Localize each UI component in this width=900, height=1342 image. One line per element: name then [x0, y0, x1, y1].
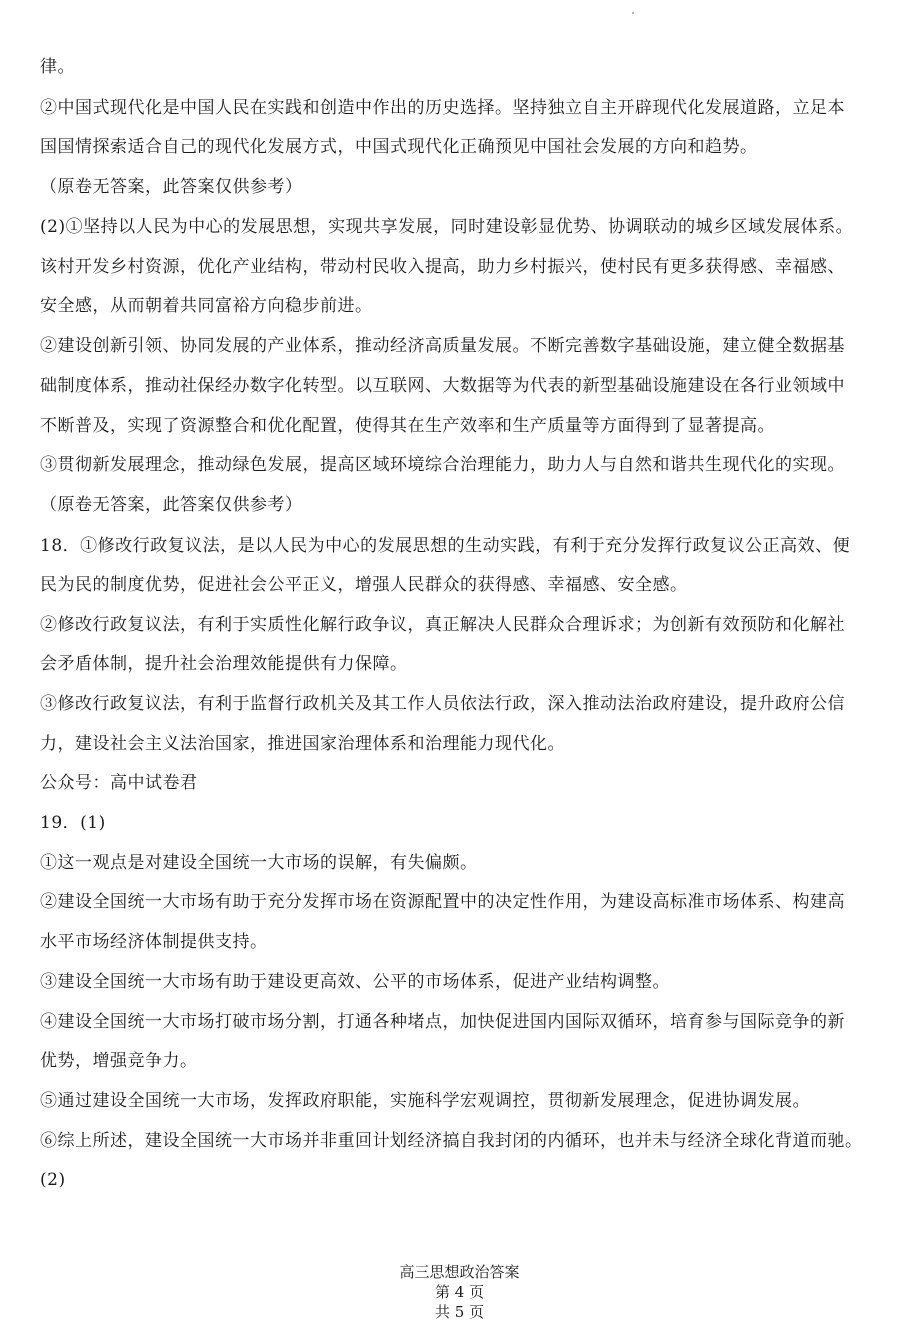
text-line: ③贯彻新发展理念，推动绿色发展，提高区域环境综合治理能力，助力人与自然和谐共生现代化的实现。 — [40, 455, 845, 475]
public-account-line: 公众号：高中试卷君 — [40, 773, 198, 793]
text-line: 水平市场经济体制提供支持。 — [40, 932, 268, 952]
text-line: ②修改行政复议法，有利于实质性化解行政争议，真正解决人民群众合理诉求；为创新有效预防和化解社 — [40, 615, 845, 635]
footer-total-pages: 共 5 页 — [434, 1303, 485, 1321]
text-line: 优势，增强竞争力。 — [40, 1051, 198, 1071]
footer-page-number: 第 4 页 — [434, 1283, 485, 1301]
text-line: 础制度体系，推动社保经办数字化转型。以互联网、大数据等为代表的新型基础设施建设在各行业领域中 — [40, 376, 845, 396]
text-line: (2)①坚持以人民为中心的发展思想，实现共享发展，同时建设彰显优势、协调联动的城乡区域发展体系。 — [40, 217, 854, 237]
text-line: ③建设全国统一大市场有助于建设更高效、公平的市场体系，促进产业结构调整。 — [40, 972, 670, 992]
text-line: 安全感，从而朝着共同富裕方向稳步前进。 — [40, 296, 373, 316]
text-line: ②建设创新引领、协同发展的产业体系，推动经济高质量发展。不断完善数字基础设施，建立健全数据基 — [40, 336, 845, 356]
text-line: 不断普及，实现了资源整合和优化配置，使得其在生产效率和生产质量等方面得到了显著提高。 — [40, 416, 775, 436]
text-line: 该村开发乡村资源，优化产业结构，带动村民收入提高，助力乡村振兴，使村民有更多获得感、幸福感、 — [40, 257, 845, 277]
text-line: ⑤通过建设全国统一大市场，发挥政府职能，实施科学宏观调控，贯彻新发展理念，促进协调发展。 — [40, 1091, 810, 1111]
text-line: ⑥综上所述，建设全国统一大市场并非重回计划经济搞自我封闭的内循环，也并未与经济全球化背道而驰。 — [40, 1131, 863, 1151]
question-18-line: 18．①修改行政复议法，是以人民为中心的发展思想的生动实践，有利于充分发挥行政复议公正高效、便 — [40, 536, 851, 556]
text-line: 民为民的制度优势，促进社会公平正义，增强人民群众的获得感、幸福感、安全感。 — [40, 575, 688, 595]
scan-speck — [632, 12, 634, 14]
text-line: ④建设全国统一大市场打破市场分割，打通各种堵点，加快促进国内国际双循环，培育参与国际竞争的新 — [40, 1012, 845, 1032]
text-line: ②建设全国统一大市场有助于充分发挥市场在资源配置中的决定性作用，为建设高标准市场体系、构建高 — [40, 892, 845, 912]
text-line: 国国情探索适合自己的现代化发展方式，中国式现代化正确预见中国社会发展的方向和趋势。 — [40, 137, 758, 157]
question-19-line: 19．(1) — [40, 813, 106, 833]
text-line: ②中国式现代化是中国人民在实践和创造中作出的历史选择。坚持独立自主开辟现代化发展道路，立足本 — [40, 98, 845, 118]
text-line: 会矛盾体制，提升社会治理效能提供有力保障。 — [40, 654, 408, 674]
note-line: （原卷无答案，此答案仅供参考） — [40, 177, 303, 197]
note-line: （原卷无答案，此答案仅供参考） — [40, 495, 303, 515]
text-line: 律。 — [40, 57, 75, 77]
text-line: (2) — [40, 1170, 66, 1190]
text-line: ③修改行政复议法，有利于监督行政机关及其工作人员依法行政，深入推动法治政府建设，提升政府公信 — [40, 694, 845, 714]
footer-subject: 高三思想政治答案 — [399, 1263, 520, 1281]
text-line: ①这一观点是对建设全国统一大市场的误解，有失偏颇。 — [40, 853, 478, 873]
text-line: 力，建设社会主义法治国家，推进国家治理体系和治理能力现代化。 — [40, 734, 565, 754]
page-footer — [0, 1242, 900, 1342]
